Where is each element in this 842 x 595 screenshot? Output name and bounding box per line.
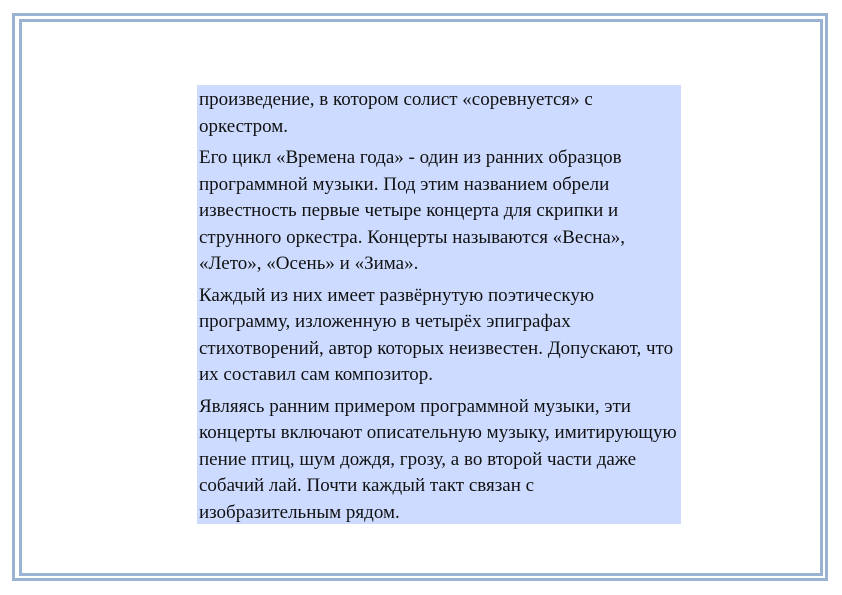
paragraph-4: Являясь ранним примером программной музыки, эти концерты включают описательную музыку, имитирующую пение птиц, шум дождя, грозу, а во второй части даже собачий лай. Почти каждый такт связан с изобразительным рядом.	[199, 395, 677, 523]
text-block	[197, 85, 681, 524]
paragraph-2: Его цикл «Времена года» - один из ранних образцов программной музыки. Под этим названием обрели известность первые четыре концерта для скрипки и струнного оркестра. Концерты называются «Весна», «Лето», «Осень» и «Зима».	[199, 147, 626, 274]
paragraph-1: произведение, в котором солист «соревнуется» с оркестром.	[199, 89, 593, 137]
paragraph-3: Каждый из них имеет развёрнутую поэтическую программу, изложенную в четырёх эпиграфах стихотворений, автор которых неизвестен. Допускают, что их составил сам композитор.	[199, 284, 674, 385]
